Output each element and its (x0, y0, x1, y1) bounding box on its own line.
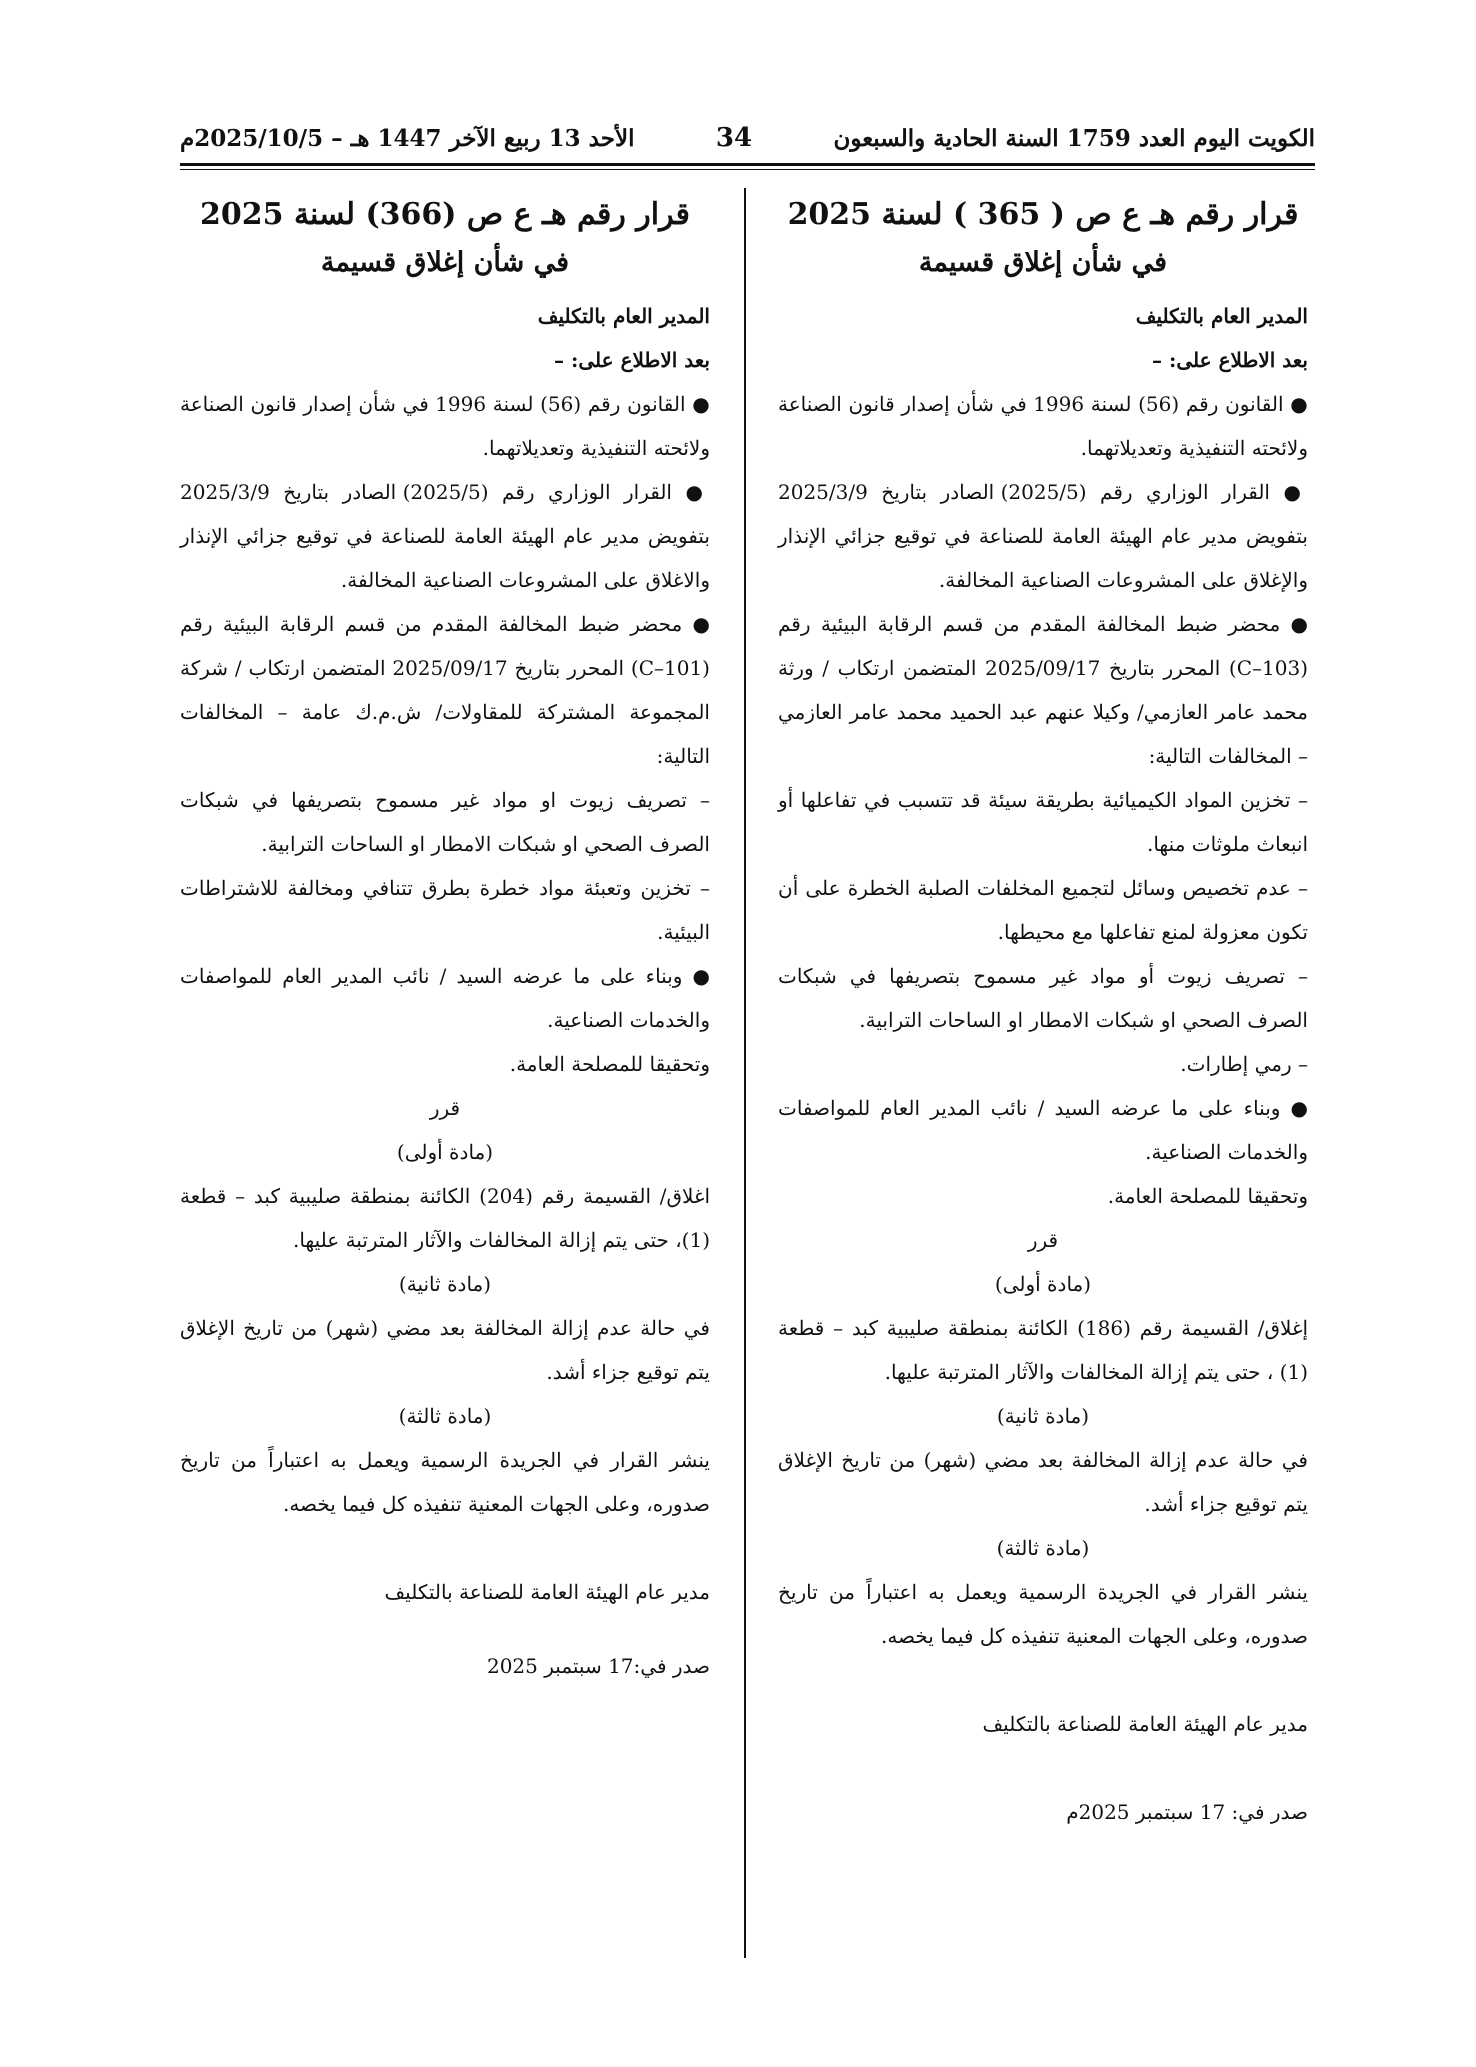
article-1-text: إغلاق/ القسيمة رقم (186) الكائنة بمنطقة صليبية كبد – قطعة (1) ، حتى يتم إزالة المخالفات والآثار المترتبة عليها. (778, 1316, 1309, 1384)
article-2-text: في حالة عدم إزالة المخالفة بعد مضي (شهر) من تاريخ الإغلاق يتم توقيع جزاء أشد. (778, 1448, 1308, 1516)
violation-item: – تصريف زيوت أو مواد غير مسموح بتصريفها في شبكات الصرف الصحي او شبكات الامطار او الساحات الترابية. (778, 964, 1308, 1032)
article-2-title: (مادة ثانية) (996, 1404, 1090, 1428)
header-rule-thin (180, 169, 1315, 170)
page-header (180, 116, 1315, 160)
reference-proposal: ● وبناء على ما عرضه السيد / نائب المدير العام للمواصفات والخدمات الصناعية. (778, 1096, 1308, 1164)
column-divider (744, 188, 746, 1958)
header-issue-info: الكويت اليوم العدد 1759 السنة الحادية والسبعون (833, 124, 1315, 152)
article-2-title: (مادة ثانية) (398, 1272, 492, 1296)
reference-law: ● القانون رقم (56) لسنة 1996 في شأن إصدار قانون الصناعة ولائحته التنفيذية وتعديلاتهما. (180, 392, 710, 460)
preamble: بعد الاطلاع على: – (1152, 348, 1308, 372)
decision-title: قرار رقم هـ ع ص ( 365 ) لسنة 2025 (787, 197, 1299, 232)
page-number: 34 (715, 123, 753, 153)
article-2-text: في حالة عدم إزالة المخالفة بعد مضي (شهر) من تاريخ الإغلاق يتم توقيع جزاء أشد. (180, 1316, 710, 1384)
reference-ministerial-decision: ● القرار الوزاري رقم (2025/5) الصادر بتاريخ 2025/3/9 بتفويض مدير عام الهيئة العامة للصناعة في توقيع جزائي الإنذار والاغلاق على المشروعات الصناعية المخالفة. (180, 480, 710, 592)
article-1-title: (مادة أولى) (994, 1272, 1092, 1296)
preamble: بعد الاطلاع على: – (554, 348, 710, 372)
reference-ministerial-decision: ● القرار الوزاري رقم (2025/5) الصادر بتاريخ 2025/3/9 بتفويض مدير عام الهيئة العامة للصناعة في توقيع جزائي الإنذار والإغلاق على المشروعات الصناعية المخالفة. (778, 480, 1308, 592)
issue-date: صدر في: 17 سبتمبر 2025م (1066, 1800, 1308, 1824)
violation-item: – تخزين المواد الكيميائية بطريقة سيئة قد تتسبب في تفاعلها أو انبعاث ملوثات منها. (778, 788, 1308, 856)
public-interest-clause: وتحقيقا للمصلحة العامة. (1107, 1184, 1308, 1208)
article-3-title: (مادة ثالثة) (996, 1536, 1090, 1560)
signature: مدير عام الهيئة العامة للصناعة بالتكليف (982, 1712, 1308, 1736)
decision-subtitle: في شأن إغلاق قسيمة (320, 247, 570, 278)
decided-heading: قرر (1027, 1228, 1059, 1252)
violation-item: – رمي إطارات. (1180, 1052, 1308, 1076)
header-rule-thick (180, 163, 1315, 166)
reference-violation-report: ● محضر ضبط المخالفة المقدم من قسم الرقابة البيئية رقم (C–103) المحرر بتاريخ 2025/09/17 المتضمن ارتكاب / ورثة محمد عامر العازمي/ وكيلا عنهم عبد الحميد محمد عامر العازمي – المخالفات التالية: (778, 612, 1308, 768)
reference-law: ● القانون رقم (56) لسنة 1996 في شأن إصدار قانون الصناعة ولائحته التنفيذية وتعديلاتهما. (778, 392, 1308, 460)
reference-violation-report: ● محضر ضبط المخالفة المقدم من قسم الرقابة البيئية رقم (C–101) المحرر بتاريخ 2025/09/17 المتضمن ارتكاب / شركة المجموعة المشتركة للمقاولات/ ش.م.ك عامة – المخالفات التالية: (180, 612, 710, 768)
signature: مدير عام الهيئة العامة للصناعة بالتكليف (384, 1580, 710, 1604)
article-3-title: (مادة ثالثة) (398, 1404, 492, 1428)
issue-date: صدر في:17 سبتمبر 2025 (486, 1654, 710, 1678)
violation-item: – تصريف زيوت او مواد غير مسموح بتصريفها في شبكات الصرف الصحي او شبكات الامطار او الساحات الترابية. (180, 788, 710, 856)
issuer: المدير العام بالتكليف (537, 304, 710, 328)
public-interest-clause: وتحقيقا للمصلحة العامة. (509, 1052, 710, 1076)
decision-subtitle: في شأن إغلاق قسيمة (918, 247, 1168, 278)
decision-365-column (778, 190, 1308, 1834)
article-1-title: (مادة أولى) (396, 1140, 494, 1164)
violation-item: – عدم تخصيص وسائل لتجميع المخلفات الصلبة الخطرة على أن تكون معزولة لمنع تفاعلها مع محيطها. (778, 876, 1308, 944)
decision-title: قرار رقم هـ ع ص (366) لسنة 2025 (200, 197, 690, 232)
violation-item: – تخزين وتعبئة مواد خطرة بطرق تتنافي ومخالفة للاشتراطات البيئية. (180, 876, 710, 944)
article-3-text: ينشر القرار في الجريدة الرسمية ويعمل به اعتباراً من تاريخ صدوره، وعلى الجهات المعنية تنفيذه كل فيما يخصه. (180, 1448, 710, 1516)
decided-heading: قرر (429, 1096, 461, 1120)
decision-366-column (180, 190, 710, 1688)
article-1-text: اغلاق/ القسيمة رقم (204) الكائنة بمنطقة صليبية كبد – قطعة (1)، حتى يتم إزالة المخالفات والآثار المترتبة عليها. (180, 1184, 711, 1252)
article-3-text: ينشر القرار في الجريدة الرسمية ويعمل به اعتباراً من تاريخ صدوره، وعلى الجهات المعنية تنفيذه كل فيما يخصه. (778, 1580, 1308, 1648)
issuer: المدير العام بالتكليف (1135, 304, 1308, 328)
header-date: الأحد 13 ربيع الآخر 1447 هـ – 2025/10/5م (180, 124, 635, 152)
reference-proposal: ● وبناء على ما عرضه السيد / نائب المدير العام للمواصفات والخدمات الصناعية. (180, 964, 710, 1032)
